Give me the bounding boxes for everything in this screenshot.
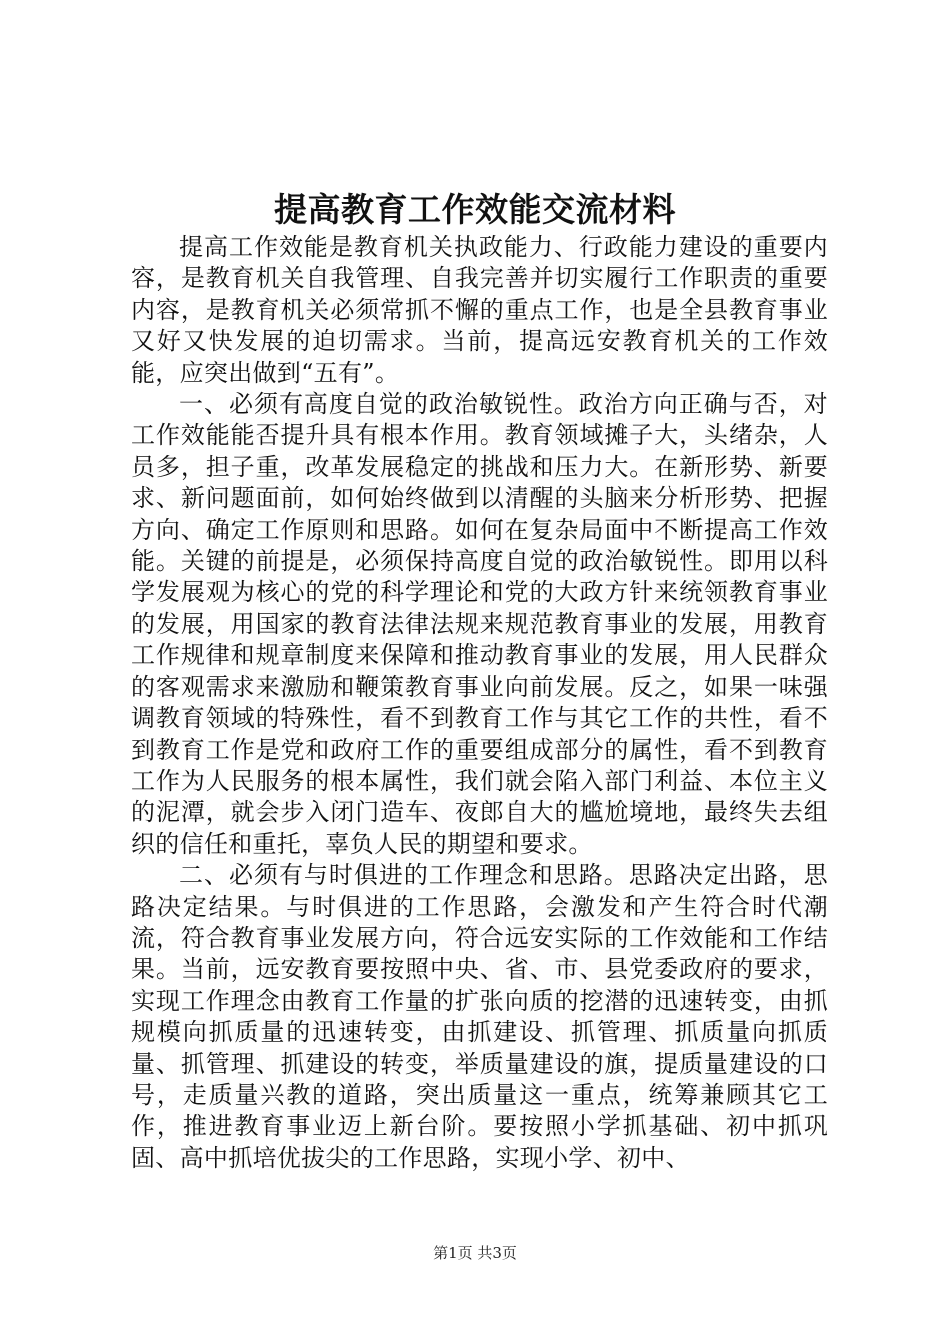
- document-body: [131, 232, 828, 1174]
- paragraph-section-2: 二、必须有与时俱进的工作理念和思路。思路决定出路，思路决定结果。与时俱进的工作思路，会激发和产生符合时代潮流，符合教育事业发展方向，符合远安实际的工作效能和工作结果。当前，远安教育要按照中央、省、市、县党委政府的要求，实现工作理念由教育工作量的扩张向质的挖潜的迅速转变，由抓规模向抓质量的迅速转变，由抓建设、抓管理、抓质量向抓质量、抓管理、抓建设的转变，举质量建设的旗，提质量建设的口号，走质量兴教的道路，突出质量这一重点，统筹兼顾其它工作，推进教育事业迈上新台阶。要按照小学抓基础、初中抓巩固、高中抓培优拔尖的工作思路，实现小学、初中、: [131, 861, 828, 1172]
- paragraph-section-1: 一、必须有高度自觉的政治敏锐性。政治方向正确与否，对工作效能能否提升具有根本作用。教育领域摊子大，头绪杂，人员多，担子重，改革发展稳定的挑战和压力大。在新形势、新要求、新问题面前，如何始终做到以清醒的头脑来分析形势、把握方向、确定工作原则和思路。如何在复杂局面中不断提高工作效能。关键的前提是，必须保持高度自觉的政治敏锐性。即用以科学发展观为核心的党的科学理论和党的大政方针来统领教育事业的发展，用国家的教育法律法规来规范教育事业的发展，用教育工作规律和规章制度来保障和推动教育事业的发展，用人民群众的客观需求来激励和鞭策教育事业向前发展。反之，如果一味强调教育领域的特殊性，看不到教育工作与其它工作的共性，看不到教育工作是党和政府工作的重要组成部分的属性，看不到教育工作为人民服务的根本属性，我们就会陷入部门利益、本位主义的泥潭，就会步入闭门造车、夜郎自大的尴尬境地，最终失去组织的信任和重托，辜负人民的期望和要求。: [131, 390, 828, 858]
- paragraph-intro: 提高工作效能是教育机关执政能力、行政能力建设的重要内容，是教育机关自我管理、自我完善并切实履行工作职责的重要内容，是教育机关必须常抓不懈的重点工作，也是全县教育事业又好又快发展的迫切需求。当前，提高远安教育机关的工作效能，应突出做到“五有”。: [131, 233, 828, 387]
- document-title: 提高教育工作效能交流材料: [274, 190, 676, 229]
- page-footer: 第1页 共3页: [433, 1244, 517, 1262]
